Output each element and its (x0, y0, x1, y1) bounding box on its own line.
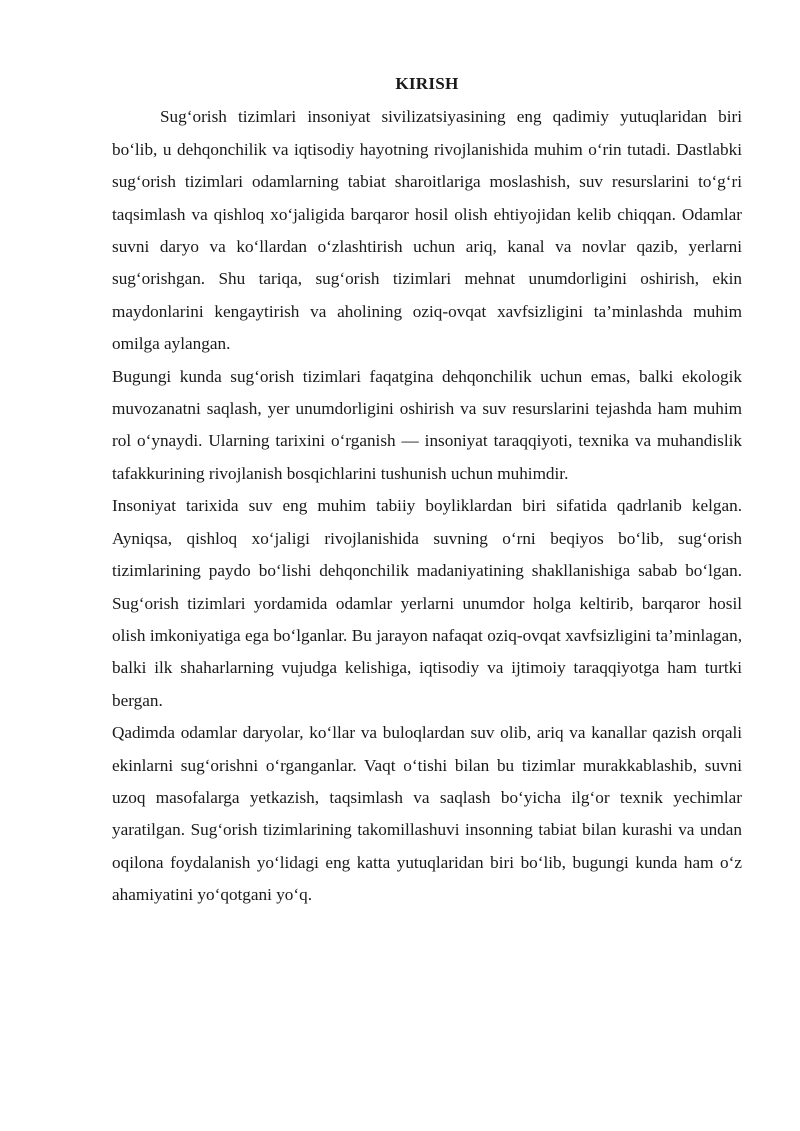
paragraph-4: Qadimda odamlar daryolar, ko‘llar va buloqlardan suv olib, ariq va kanallar qazish orqali ekinlarni sug‘orishni o‘rganganlar. Vaqt o‘tishi bilan bu tizimlar murakkablashib, suvni uzoq masofalarga yetkazish, taqsimlash va saqlash bo‘yicha ilg‘or texnik yechimlar yaratilgan. Sug‘orish tizimlarining takomillashuvi insonning tabiat bilan kurashi va undan oqilona foydalanish yo‘lidagi eng katta yutuqlaridan biri bo‘lib, bugungi kunda ham o‘z ahamiyatini yo‘qotgani yo‘q. (112, 723, 742, 905)
document-body (112, 68, 742, 912)
paragraph-1: Sug‘orish tizimlari insoniyat sivilizatsiyasining eng qadimiy yutuqlaridan biri bo‘lib, u dehqonchilik va iqtisodiy hayotning rivojlanishida muhim o‘rin tutadi. Dastlabki sug‘orish tizimlari odamlarning tabiat sharoitlariga moslashish, suv resurslarini to‘g‘ri taqsimlash va qishloq xo‘jaligida barqaror hosil olish ehtiyojidan kelib chiqqan. Odamlar suvni daryo va ko‘llardan o‘zlashtirish uchun ariq, kanal va novlar qazib, yerlarni sug‘orishgan. Shu tariqa, sug‘orish tizimlari mehnat unumdorligini oshirish, ekin maydonlarini kengaytirish va aholining oziq-ovqat xavfsizligini ta’minlashda muhim omilga aylangan. (112, 107, 742, 354)
section-title: KIRISH (395, 74, 459, 93)
paragraph-3: Insoniyat tarixida suv eng muhim tabiiy boyliklardan biri sifatida qadrlanib kelgan. Ayniqsa, qishloq xo‘jaligi rivojlanishida suvning o‘rni beqiyos bo‘lib, sug‘orish tizimlarining paydo bo‘lishi dehqonchilik madaniyatining shakllanishiga sabab bo‘lgan. Sug‘orish tizimlari yordamida odamlar yerlarni unumdor holga keltirib, barqaror hosil olish imkoniyatiga ega bo‘lganlar. Bu jarayon nafaqat oziq-ovqat xavfsizligini ta’minlagan, balki ilk shaharlarning vujudga kelishiga, iqtisodiy va ijtimoiy taraqqiyotga ham turtki bergan. (112, 496, 742, 710)
paragraph-2: Bugungi kunda sug‘orish tizimlari faqatgina dehqonchilik uchun emas, balki ekologik muvozanatni saqlash, yer unumdorligini oshirish va suv resurslarini tejashda ham muhim rol o‘ynaydi. Ularning tarixini o‘rganish — insoniyat taraqqiyoti, texnika va muhandislik tafakkurining rivojlanish bosqichlarini tushunish uchun muhimdir. (112, 366, 742, 483)
